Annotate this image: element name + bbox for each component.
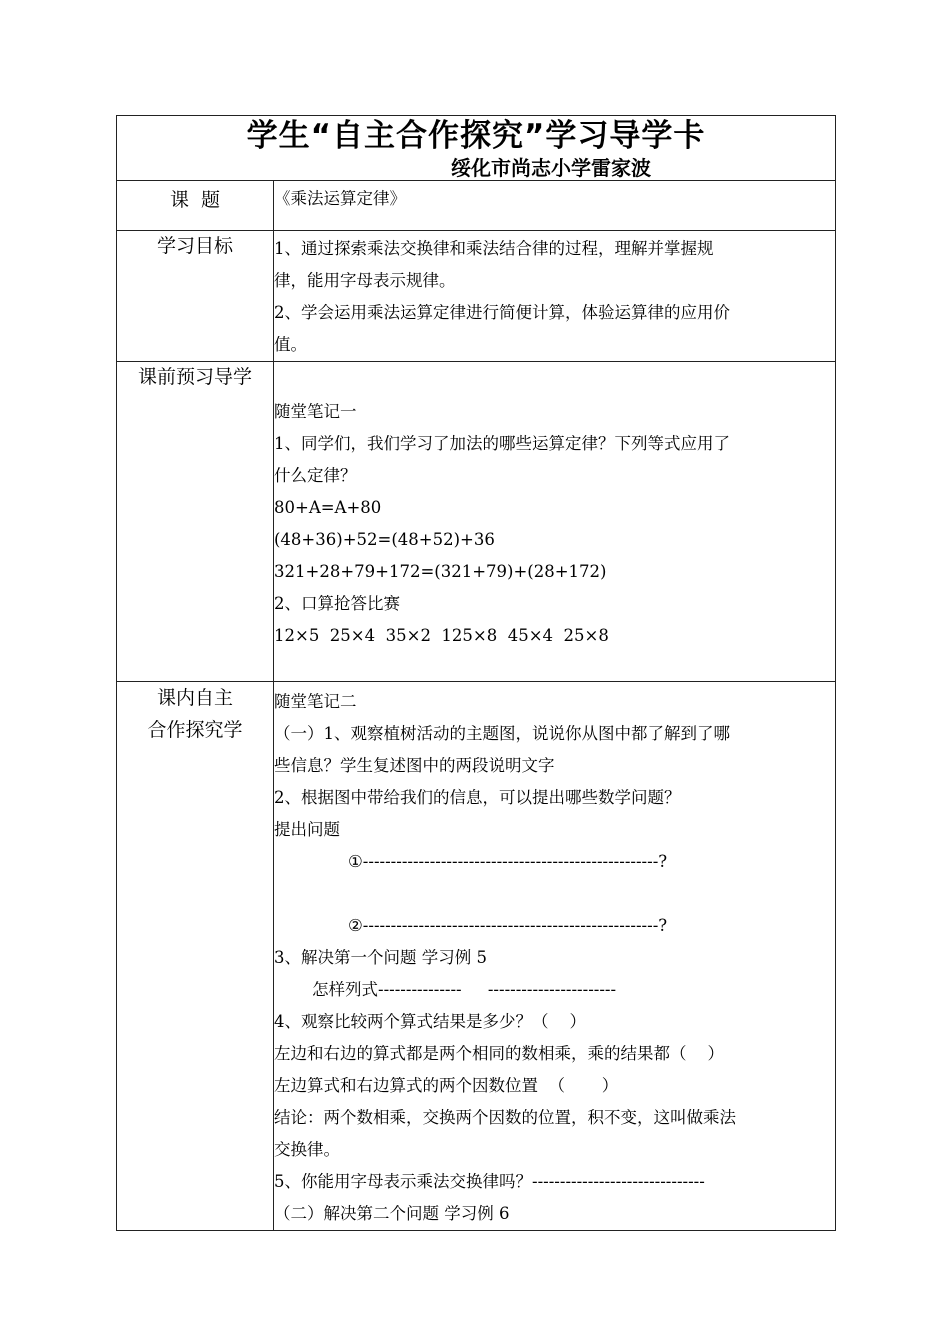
inclass-label <box>117 682 274 1231</box>
equation-line: (48+36)+52=(48+52)+36 <box>274 530 495 549</box>
note-heading: 随堂笔记二 <box>274 692 357 711</box>
spacer <box>274 878 835 910</box>
equation-line: 321+28+79+172=(321+79)+(28+172) <box>274 562 607 581</box>
inclass-line: 左边算式和右边算式的两个因数位置 （ ） <box>274 1076 619 1095</box>
page-title: 学生“自主合作探究”学习导学卡 <box>246 118 706 154</box>
preview-line: 什么定律？ <box>274 466 357 485</box>
topic-value <box>274 181 836 231</box>
topic-text: 《乘法运算定律》 <box>274 189 406 208</box>
inclass-content <box>274 682 836 1231</box>
conclusion-line: 结论：两个数相乘，交换两个因数的位置，积不变，这叫做乘法 <box>274 1108 736 1127</box>
guide-table <box>116 115 836 1231</box>
inclass-line: （一）1、观察植树活动的主题图，说说你从图中都了解到了哪 <box>274 724 730 743</box>
author-line: 绥化市尚志小学雷家波 <box>451 156 651 180</box>
topic-label: 课 题 <box>117 181 274 231</box>
conclusion-line: 交换律。 <box>274 1140 340 1159</box>
question-blank-2: ②-----------------------------------------------------? <box>348 916 668 935</box>
inclass-line: 左边和右边的算式都是两个相同的数相乘，乘的结果都（ ） <box>274 1044 724 1063</box>
preview-label: 课前预习导学 <box>117 362 274 682</box>
equation-line: 80+A=A+80 <box>274 498 382 517</box>
question-blank-1: ①-----------------------------------------------------? <box>348 852 668 871</box>
goal-line: 1、通过探索乘法交换律和乘法结合律的过程，理解并掌握规 <box>274 239 714 258</box>
preview-line: 2、口算抢答比赛 <box>274 594 400 613</box>
inclass-label-line: 课内自主 <box>156 687 233 709</box>
formula-blank-line: 怎样列式--------------- ----------------------- <box>312 980 617 999</box>
inclass-label-line: 合作探究学 <box>147 719 243 741</box>
goals-label: 学习目标 <box>117 231 274 362</box>
study-guide-card <box>116 115 835 1222</box>
inclass-line: 些信息？学生复述图中的两段说明文字 <box>274 756 555 775</box>
goal-line: 2、学会运用乘法运算定律进行简便计算，体验运算律的应用价 <box>274 303 730 322</box>
inclass-line: 4、观察比较两个算式结果是多少？（ ） <box>274 1012 586 1031</box>
mental-math-line: 12×5 25×4 35×2 125×8 45×4 25×8 <box>274 626 609 645</box>
inclass-line: 5、你能用字母表示乘法交换律吗？------------------------------- <box>274 1172 705 1191</box>
goal-line: 值。 <box>274 335 307 354</box>
inclass-line: （二）解决第二个问题 学习例 6 <box>274 1204 510 1223</box>
preview-content <box>274 362 836 682</box>
inclass-line: 提出问题 <box>274 820 340 839</box>
inclass-line: 2、根据图中带给我们的信息，可以提出哪些数学问题？ <box>274 788 681 807</box>
note-heading: 随堂笔记一 <box>274 402 357 421</box>
preview-line: 1、同学们，我们学习了加法的哪些运算定律？下列等式应用了 <box>274 434 730 453</box>
inclass-line: 3、解决第一个问题 学习例 5 <box>274 948 487 967</box>
header-cell <box>117 116 836 181</box>
goals-content <box>274 231 836 362</box>
goal-line: 律，能用字母表示规律。 <box>274 271 456 290</box>
